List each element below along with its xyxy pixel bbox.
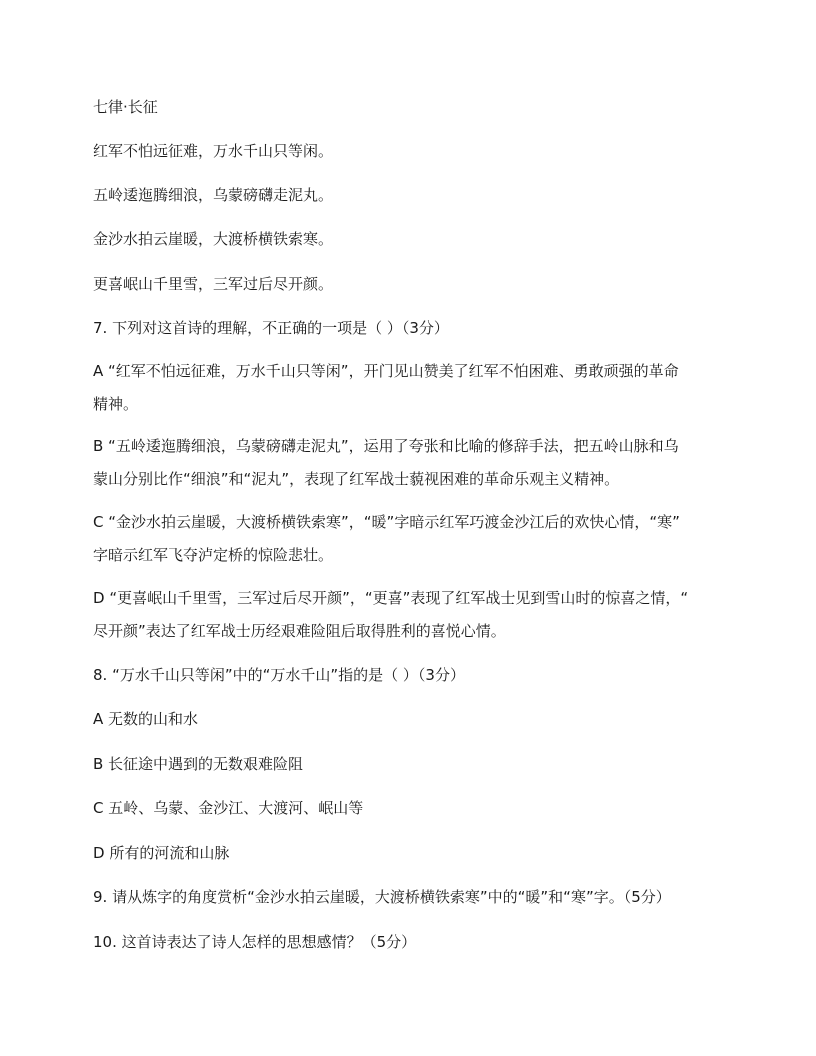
question-8-option-b: B 长征途中遇到的无数艰难险阻 — [93, 755, 304, 773]
question-7-option-a — [93, 355, 723, 421]
poem-title: 七律·长征 — [93, 98, 158, 116]
question-8-option-c: C 五岭、乌蒙、金沙江、大渡河、岷山等 — [93, 799, 364, 817]
poem-line-4: 更喜岷山千里雪，三军过后尽开颜。 — [93, 275, 334, 293]
question-9-stem: 9. 请从炼字的角度赏析“金沙水拍云崖暖，大渡桥横铁索寒”中的“暖”和“寒”字。（5分） — [93, 888, 671, 906]
question-7-option-a-line-1: A “红军不怕远征难，万水千山只等闲”，开门见山赞美了红军不怕困难、勇敢顽强的革命 — [93, 362, 679, 380]
question-8-stem: 8. “万水千山只等闲”中的“万水千山”指的是（ ）（3分） — [93, 666, 465, 684]
question-7-option-b-line-1: B “五岭逶迤腾细浪，乌蒙磅礴走泥丸”，运用了夸张和比喻的修辞手法，把五岭山脉和乌 — [93, 437, 679, 455]
question-7-option-b-line-2: 蒙山分别比作“细浪”和“泥丸”，表现了红军战士藐视困难的革命乐观主义精神。 — [93, 470, 620, 488]
question-7-option-d-line-1: D “更喜岷山千里雪，三军过后尽开颜”，“更喜”表现了红军战士见到雪山时的惊喜之情，“ — [93, 589, 689, 607]
question-8-option-a: A 无数的山和水 — [93, 710, 199, 728]
question-7-option-d-line-2: 尽开颜”表达了红军战士历经艰难险阻后取得胜利的喜悦心情。 — [93, 622, 506, 640]
poem-line-1: 红军不怕远征难，万水千山只等闲。 — [93, 142, 334, 160]
poem-line-3: 金沙水拍云崖暖，大渡桥横铁索寒。 — [93, 230, 334, 248]
question-7-option-a-line-2: 精神。 — [93, 395, 139, 413]
question-10-stem: 10. 这首诗表达了诗人怎样的思想感情？（5分） — [93, 933, 417, 951]
poem-line-2: 五岭逶迤腾细浪，乌蒙磅礴走泥丸。 — [93, 186, 334, 204]
question-7-stem: 7. 下列对这首诗的理解，不正确的一项是（ ）（3分） — [93, 319, 449, 337]
question-8-option-d: D 所有的河流和山脉 — [93, 844, 230, 862]
question-7-option-c — [93, 506, 723, 572]
question-7-option-b — [93, 430, 723, 496]
question-7-option-c-line-1: C “金沙水拍云崖暖，大渡桥横铁索寒”，“暖”字暗示红军巧渡金沙江后的欢快心情，“寒” — [93, 513, 680, 531]
question-7-option-d — [93, 582, 723, 648]
question-7-option-c-line-2: 字暗示红军飞夺泸定桥的惊险悲壮。 — [93, 546, 334, 564]
